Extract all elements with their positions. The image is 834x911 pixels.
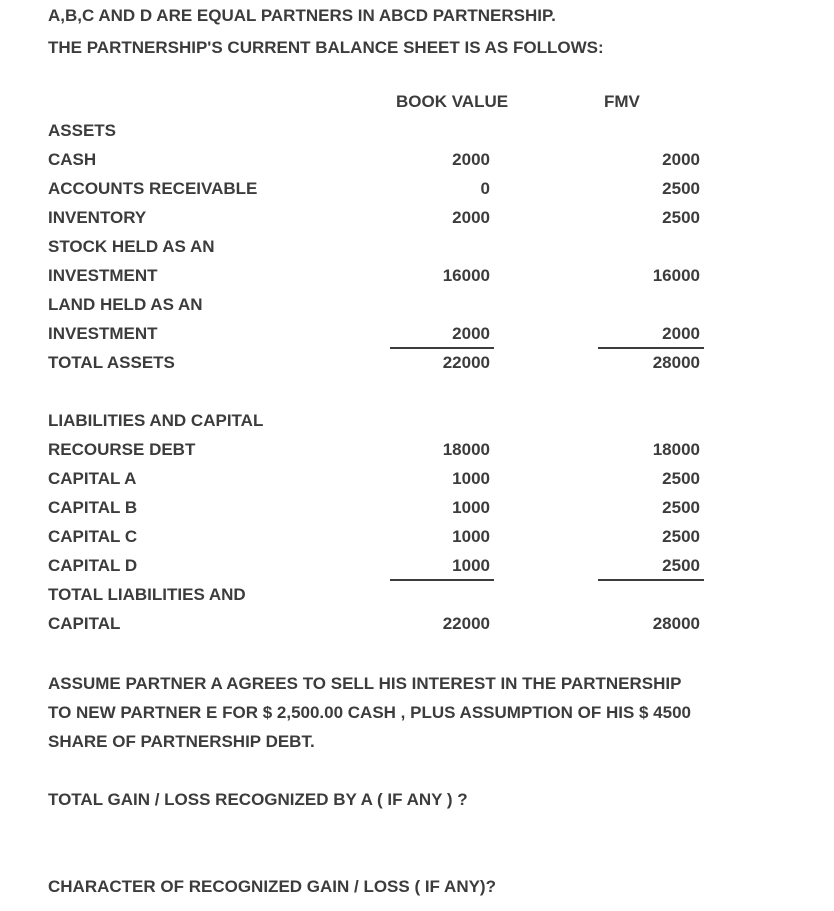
book-value: 1000	[452, 527, 490, 546]
total-liabilities-book: 22000	[442, 614, 490, 633]
row-label: STOCK HELD AS AN	[48, 237, 215, 256]
book-value: 0	[480, 179, 490, 198]
total-liabilities-label-cont: CAPITAL	[48, 614, 121, 633]
question-gain-loss: TOTAL GAIN / LOSS RECOGNIZED BY A ( IF ANY ) ?	[48, 790, 468, 809]
fmv-value: 2500	[662, 556, 700, 575]
book-value: 1000	[452, 469, 490, 488]
row-label: RECOURSE DEBT	[48, 440, 196, 459]
total-liabilities-fmv: 28000	[652, 614, 700, 633]
total-assets-book: 22000	[442, 353, 490, 372]
book-subtotal-rule	[390, 579, 494, 581]
book-value: 1000	[452, 498, 490, 517]
total-assets-label: TOTAL ASSETS	[48, 353, 175, 372]
row-label: INVESTMENT	[48, 266, 158, 285]
intro-line-2: THE PARTNERSHIP'S CURRENT BALANCE SHEET IS AS FOLLOWS:	[48, 38, 604, 57]
book-value: 2000	[452, 150, 490, 169]
book-value: 2000	[452, 324, 490, 343]
fmv-subtotal-rule	[598, 579, 704, 581]
row-label: CAPITAL D	[48, 556, 138, 575]
assumption-line-2: TO NEW PARTNER E FOR $ 2,500.00 CASH , PLUS ASSUMPTION OF HIS $ 4500	[48, 703, 692, 722]
book-value: 2000	[452, 208, 490, 227]
total-assets-fmv: 28000	[652, 353, 700, 372]
book-subtotal-rule	[390, 347, 494, 349]
book-value: 18000	[442, 440, 490, 459]
row-label: INVENTORY	[48, 208, 147, 227]
assets-heading: ASSETS	[48, 121, 117, 140]
book-value: 1000	[452, 556, 490, 575]
fmv-value: 2500	[662, 179, 700, 198]
row-label: LAND HELD AS AN	[48, 295, 203, 314]
liabilities-heading: LIABILITIES AND CAPITAL	[48, 411, 264, 430]
row-label: CAPITAL B	[48, 498, 138, 517]
fmv-value: 16000	[652, 266, 700, 285]
fmv-value: 2500	[662, 208, 700, 227]
intro-line-1: A,B,C AND D ARE EQUAL PARTNERS IN ABCD PARTNERSHIP.	[48, 6, 556, 25]
row-label: CAPITAL C	[48, 527, 138, 546]
total-liabilities-label: TOTAL LIABILITIES AND	[48, 585, 246, 604]
fmv-value: 2500	[662, 527, 700, 546]
fmv-value: 2000	[662, 324, 700, 343]
fmv-value: 2000	[662, 150, 700, 169]
row-label: ACCOUNTS RECEIVABLE	[48, 179, 258, 198]
fmv-value: 2500	[662, 498, 700, 517]
fmv-value: 2500	[662, 469, 700, 488]
row-label: INVESTMENT	[48, 324, 158, 343]
column-header-fmv: FMV	[604, 92, 640, 111]
assumption-line-3: SHARE OF PARTNERSHIP DEBT.	[48, 732, 315, 751]
row-label: CAPITAL A	[48, 469, 137, 488]
assumption-line-1: ASSUME PARTNER A AGREES TO SELL HIS INTEREST IN THE PARTNERSHIP	[48, 674, 682, 693]
column-header-book-value: BOOK VALUE	[396, 92, 509, 111]
book-value: 16000	[442, 266, 490, 285]
fmv-value: 18000	[652, 440, 700, 459]
question-character: CHARACTER OF RECOGNIZED GAIN / LOSS ( IF ANY)?	[48, 877, 496, 896]
row-label: CASH	[48, 150, 97, 169]
fmv-subtotal-rule	[598, 347, 704, 349]
